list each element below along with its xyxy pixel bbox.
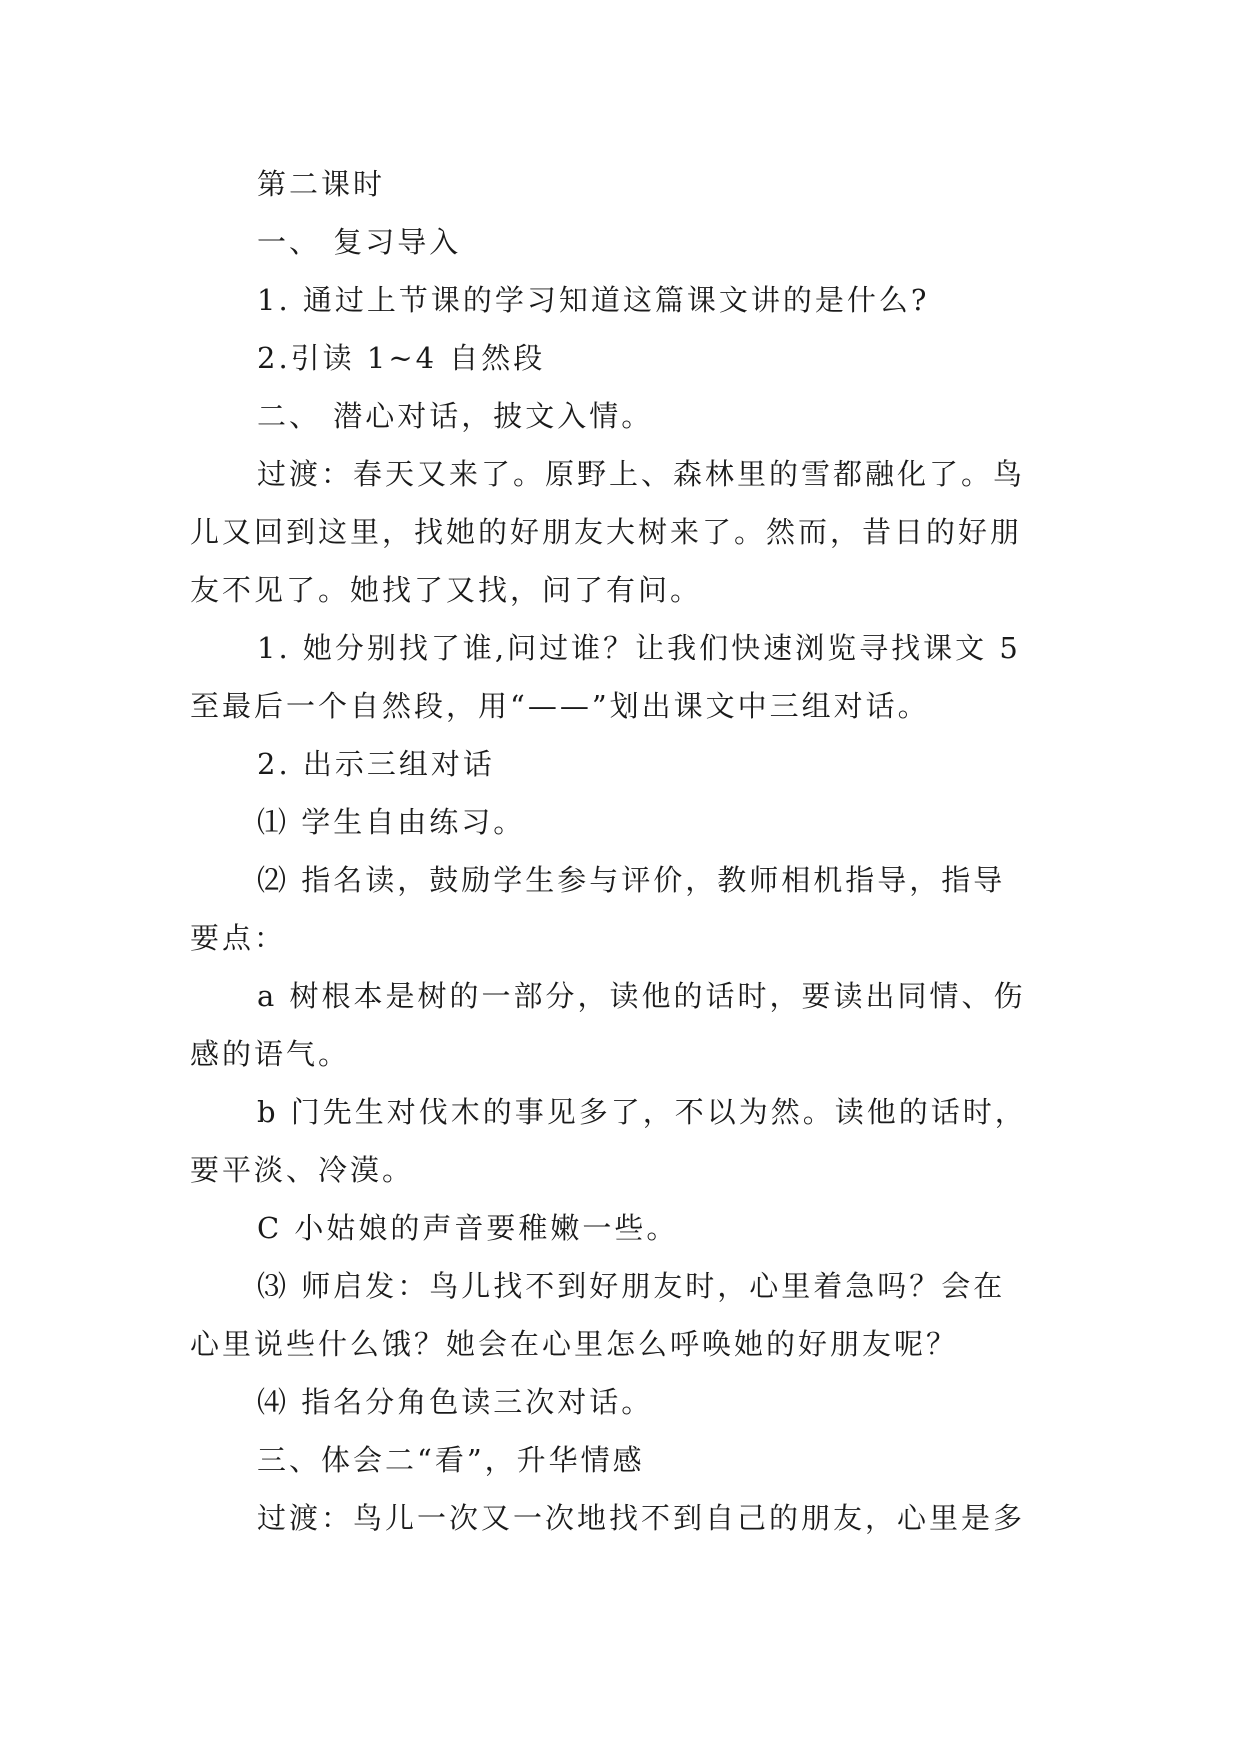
section-heading-review: 一、 复习导入 — [257, 225, 462, 259]
paragraph-line: ⑵ 指名读，鼓励学生参与评价，教师相机指导，指导 — [257, 863, 1006, 897]
section-heading-dialogue: 二、 潜心对话，披文入情。 — [257, 399, 654, 433]
paragraph-line: 1. 通过上节课的学习知道这篇课文讲的是什么? — [257, 283, 930, 317]
paragraph-line: ⑷ 指名分角色读三次对话。 — [257, 1385, 654, 1419]
paragraph-line: 2.引读 1~4 自然段 — [257, 341, 546, 375]
paragraph-line: 过渡：鸟儿一次又一次地找不到自己的朋友，心里是多 — [257, 1501, 1026, 1535]
section-heading-look: 三、体会二“看”，升华情感 — [257, 1443, 645, 1477]
paragraph-line: 2. 出示三组对话 — [257, 747, 495, 781]
paragraph-line: 友不见了。她找了又找，问了有问。 — [190, 573, 703, 607]
paragraph-line: 儿又回到这里，找她的好朋友大树来了。然而，昔日的好朋 — [190, 515, 1023, 549]
paragraph-line: 心里说些什么饿？她会在心里怎么呼唤她的好朋友呢？ — [190, 1327, 959, 1361]
paragraph-line: 要点： — [190, 921, 287, 955]
paragraph-line: C 小姑娘的声音要稚嫩一些。 — [257, 1211, 679, 1245]
paragraph-line: b 门先生对伐木的事见多了，不以为然。读他的话时， — [257, 1095, 1027, 1129]
paragraph-line: 感的语气。 — [190, 1037, 351, 1071]
lesson-heading: 第二课时 — [257, 167, 386, 201]
paragraph-line: ⑴ 学生自由练习。 — [257, 805, 526, 839]
paragraph-line: 1. 她分别找了谁,问过谁？让我们快速浏览寻找课文 5 — [257, 631, 1021, 665]
paragraph-line: 过渡：春天又来了。原野上、森林里的雪都融化了。鸟 — [257, 457, 1026, 491]
paragraph-line: a 树根本是树的一部分，读他的话时，要读出同情、伤 — [257, 979, 1026, 1013]
paragraph-line: 要平淡、冷漠。 — [190, 1153, 415, 1187]
paragraph-line: 至最后一个自然段，用“——”划出课文中三组对话。 — [190, 689, 930, 723]
paragraph-line: ⑶ 师启发：鸟儿找不到好朋友时，心里着急吗？会在 — [257, 1269, 1006, 1303]
